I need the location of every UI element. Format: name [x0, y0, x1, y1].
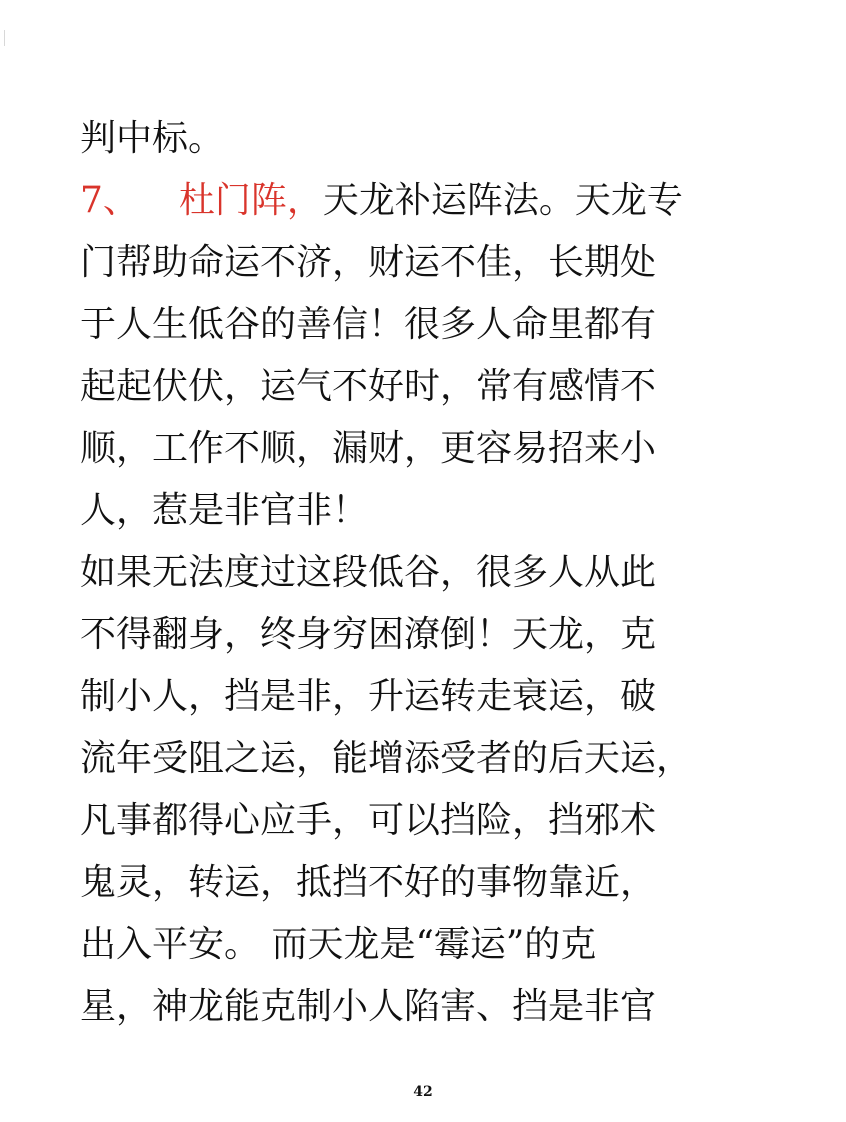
item-title: 杜门阵， [178, 180, 323, 221]
margin-mark [4, 30, 5, 46]
text-line-5: 起起伏伏，运气不好时，常有感情不 [80, 366, 657, 407]
text-line-10: 制小人，挡是非，升运转走衰运，破 [80, 676, 657, 717]
text-line-7: 人，惹是非官非！ [80, 490, 369, 531]
text-line-11: 流年受阻之运，能增添受者的后天运， [80, 738, 693, 779]
item-number: 7、 [80, 180, 139, 221]
page-number: 42 [413, 1084, 433, 1100]
text-line-1: 判中标。 [80, 118, 225, 159]
text-line-13: 鬼灵，转运，抵挡不好的事物靠近， [80, 862, 657, 903]
body-text [80, 108, 820, 1038]
text-line-9: 不得翻身，终身穷困潦倒！天龙，克 [80, 614, 657, 655]
text-line-4: 于人生低谷的善信！很多人命里都有 [80, 304, 657, 345]
text-line-6: 顺，工作不顺，漏财，更容易招来小 [80, 428, 657, 469]
text-line-15: 星，神龙能克制小人陷害、挡是非官 [80, 986, 657, 1027]
text-line-3: 门帮助命运不济，财运不佳，长期处 [80, 242, 657, 283]
text-line-2 [80, 170, 820, 232]
text-line-14: 出入平安。 而天龙是“霉运”的克 [80, 924, 597, 965]
text-line-12: 凡事都得心应手，可以挡险，挡邪术 [80, 800, 657, 841]
text-line-8: 如果无法度过这段低谷，很多人从此 [80, 552, 657, 593]
item-text: 天龙补运阵法。天龙专 [322, 180, 683, 221]
